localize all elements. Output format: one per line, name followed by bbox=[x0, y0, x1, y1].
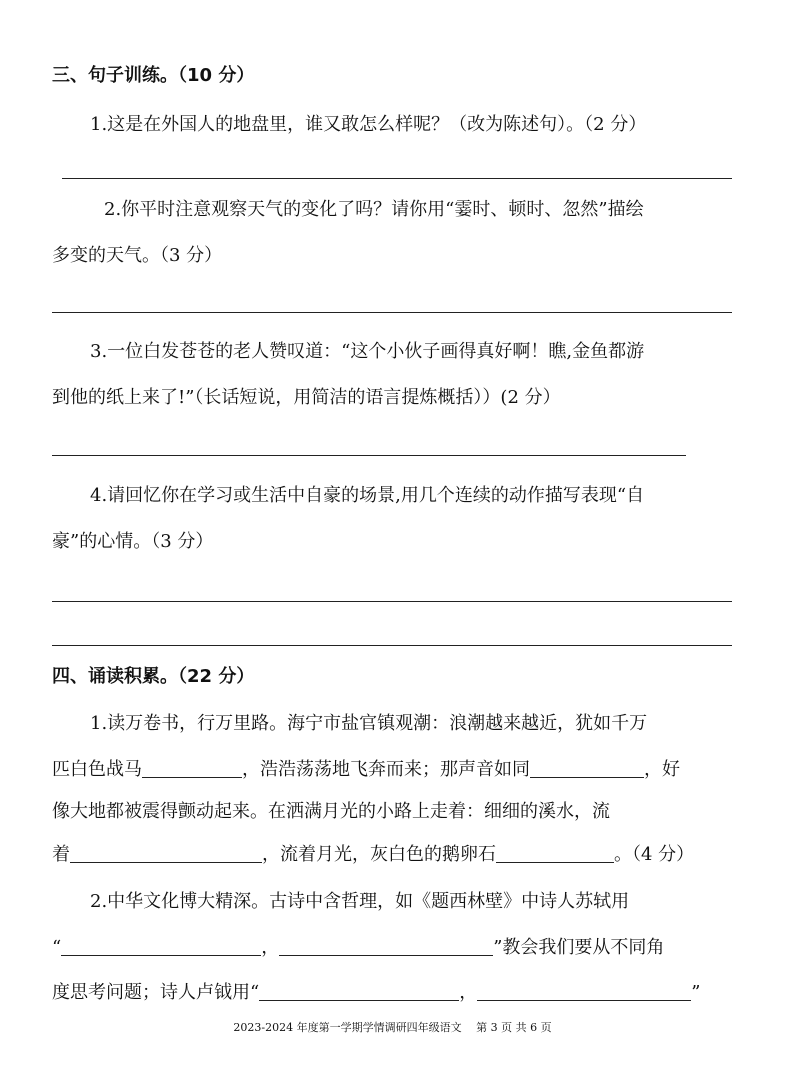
question-4-2-line-2 bbox=[52, 936, 664, 960]
section-3-heading: 三、句子训练。（10 分） bbox=[52, 65, 255, 86]
answer-line-3-4a[interactable] bbox=[52, 601, 732, 602]
question-3-4-line-2: 豪”的心情。（3 分） bbox=[52, 531, 214, 552]
answer-line-3-4b[interactable] bbox=[52, 645, 732, 646]
question-4-2-comma-2: ， bbox=[459, 982, 478, 1003]
answer-line-3-3[interactable] bbox=[52, 455, 686, 456]
question-4-1-line-3: 像大地都被震得颤动起来。在洒满月光的小路上走着：细细的溪水，流 bbox=[52, 801, 610, 822]
question-4-2-comma: ， bbox=[261, 937, 280, 958]
question-4-1-line-4 bbox=[52, 843, 694, 867]
blank-4-2-a[interactable] bbox=[61, 937, 261, 956]
blank-4-1-b[interactable] bbox=[530, 759, 644, 778]
question-4-1-line-2 bbox=[52, 758, 680, 782]
question-4-1-text-a: 匹白色战马 bbox=[52, 759, 142, 780]
question-4-1-text-d: 着 bbox=[52, 844, 70, 865]
answer-line-3-2[interactable] bbox=[52, 312, 732, 313]
blank-4-2-b[interactable] bbox=[279, 937, 493, 956]
blank-4-1-c[interactable] bbox=[70, 844, 262, 863]
question-4-2-open-quote: “ bbox=[52, 937, 62, 958]
question-3-3-line-2: 到他的纸上来了!”（长话短说，用简洁的语言提炼概括））(2 分） bbox=[52, 387, 561, 408]
section-4-heading: 四、诵读积累。（22 分） bbox=[52, 666, 255, 687]
question-4-2-text-c: ”教会我们要从不同角 bbox=[493, 937, 665, 958]
question-4-1-text-b: ，浩浩荡荡地飞奔而来；那声音如同 bbox=[242, 759, 530, 780]
question-4-1-text-f: 。（4 分） bbox=[614, 844, 695, 865]
question-3-1: 1.这是在外国人的地盘里，谁又敢怎么样呢？（改为陈述句）。（2 分） bbox=[90, 114, 647, 135]
question-4-1-text-e: ，流着月光，灰白色的鹅卵石 bbox=[262, 844, 496, 865]
question-4-2-line-3 bbox=[52, 981, 700, 1005]
question-4-2-close-quote: ” bbox=[691, 982, 701, 1003]
blank-4-1-d[interactable] bbox=[496, 844, 614, 863]
blank-4-1-a[interactable] bbox=[142, 759, 242, 778]
blank-4-2-d[interactable] bbox=[477, 982, 691, 1001]
question-4-2-line-1: 2.中华文化博大精深。古诗中含哲理，如《题西林壁》中诗人苏轼用 bbox=[90, 891, 630, 912]
question-3-4-line-1: 4.请回忆你在学习或生活中自豪的场景,用几个连续的动作描写表现“自 bbox=[90, 485, 645, 506]
page-footer: 2023-2024 年度第一学期学情调研四年级语文 第 3 页 共 6 页 bbox=[233, 1021, 552, 1034]
answer-line-3-1[interactable] bbox=[62, 178, 732, 179]
question-4-1-text-c: ，好 bbox=[644, 759, 680, 780]
question-4-1-line-1: 1.读万卷书，行万里路。海宁市盐官镇观潮：浪潮越来越近，犹如千万 bbox=[90, 713, 648, 734]
question-3-3-line-1: 3.一位白发苍苍的老人赞叹道：“这个小伙子画得真好啊！瞧,金鱼都游 bbox=[90, 341, 645, 362]
blank-4-2-c[interactable] bbox=[259, 982, 459, 1001]
question-4-2-text-d: 度思考问题；诗人卢钺用“ bbox=[52, 982, 260, 1003]
question-3-2-line-2: 多变的天气。（3 分） bbox=[52, 245, 223, 266]
question-3-2-line-1: 2.你平时注意观察天气的变化了吗？请你用“霎时、顿时、忽然”描绘 bbox=[104, 199, 644, 220]
